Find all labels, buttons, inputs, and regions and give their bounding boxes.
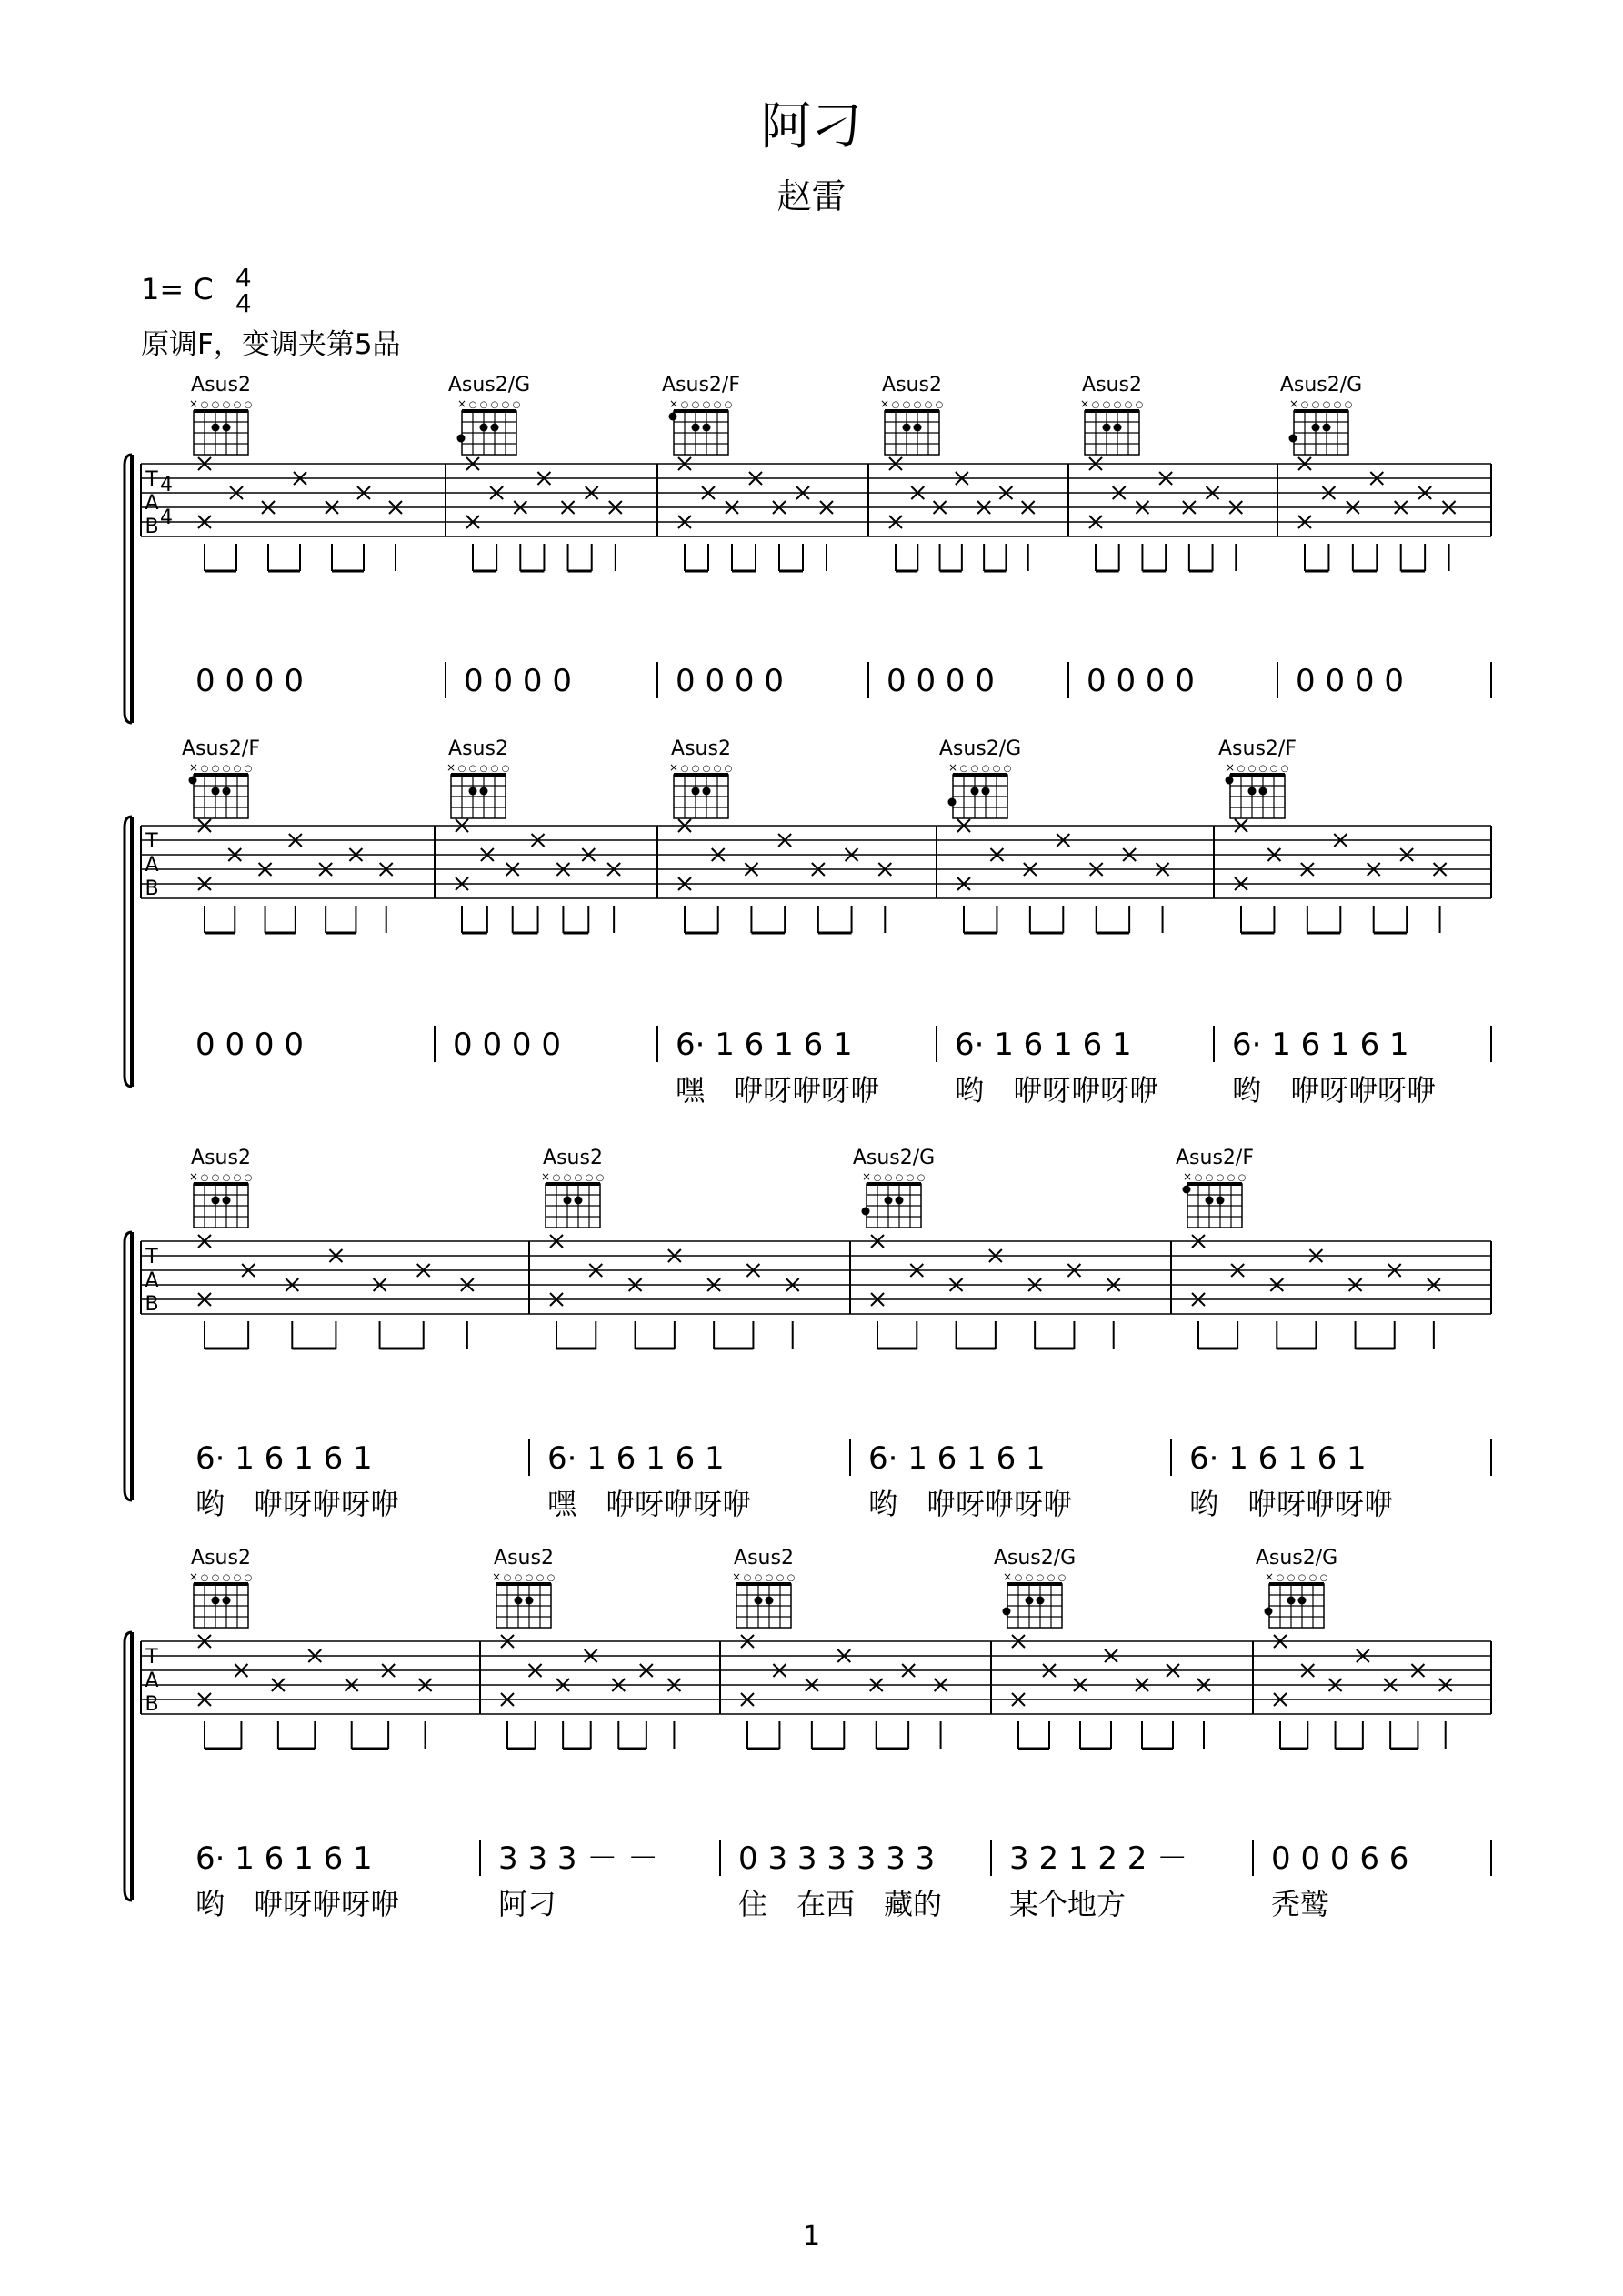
open-string-marker: ○ bbox=[1124, 400, 1133, 410]
jianpu-notation: 0 0 0 6 6 bbox=[1271, 1840, 1409, 1877]
chord-name: Asus2/G bbox=[993, 1547, 1077, 1569]
finger-dot bbox=[515, 1597, 523, 1605]
jianpu-notation: 6· 1 6 1 6 1 bbox=[195, 1440, 373, 1477]
open-string-marker: ○ bbox=[1047, 1573, 1056, 1583]
open-string-marker: ○ bbox=[1287, 1573, 1296, 1583]
finger-dot bbox=[480, 424, 488, 432]
jianpu-notation: 0 0 0 0 bbox=[676, 663, 784, 699]
muted-string-marker: × bbox=[861, 1170, 872, 1183]
open-string-marker: ○ bbox=[468, 764, 477, 774]
lyric-line: 哟 咿呀咿呀咿 bbox=[1232, 1073, 1437, 1108]
lyric-line: 住 在西 藏的 bbox=[738, 1887, 943, 1921]
chord-diagram bbox=[1256, 1547, 1337, 1628]
muted-string-marker: × bbox=[731, 1570, 742, 1583]
open-string-marker: ○ bbox=[1297, 1573, 1307, 1583]
chord-diagram bbox=[448, 374, 530, 455]
time-signature-bottom: 4 bbox=[235, 288, 252, 318]
chord-name: Asus2 bbox=[448, 737, 508, 760]
chord-diagram bbox=[1218, 737, 1297, 818]
open-string-marker: ○ bbox=[902, 400, 911, 410]
chord-diagram bbox=[880, 374, 943, 455]
page-number: 1 bbox=[802, 2221, 821, 2252]
finger-dot bbox=[575, 1197, 583, 1205]
tab-time-top: 4 bbox=[160, 474, 173, 496]
chord-name: Asus2/F bbox=[662, 374, 740, 396]
muted-string-marker: × bbox=[188, 1570, 199, 1583]
finger-dot bbox=[480, 787, 488, 796]
open-string-marker: ○ bbox=[244, 1573, 253, 1583]
tab-time-bottom: 4 bbox=[160, 506, 173, 529]
chord-diagram bbox=[994, 1547, 1076, 1628]
finger-dot bbox=[1206, 1197, 1214, 1205]
open-string-marker: ○ bbox=[546, 1573, 556, 1583]
finger-dot bbox=[971, 787, 979, 796]
chord-diagram bbox=[189, 1547, 252, 1628]
chord-diagram bbox=[1080, 374, 1143, 455]
muted-string-marker: × bbox=[668, 761, 679, 774]
open-string-marker: ○ bbox=[200, 1173, 209, 1183]
finger-dot bbox=[223, 787, 231, 796]
lyric-line: 秃鹫 bbox=[1271, 1887, 1330, 1921]
open-string-marker: ○ bbox=[479, 764, 488, 774]
finger-dot bbox=[491, 424, 499, 432]
open-string-marker: ○ bbox=[1276, 1573, 1285, 1583]
open-string-marker: ○ bbox=[724, 764, 733, 774]
jianpu-notation: 0 0 0 0 bbox=[464, 663, 572, 699]
finger-dot bbox=[223, 1597, 231, 1605]
open-string-marker: ○ bbox=[1014, 1573, 1023, 1583]
finger-dot bbox=[212, 424, 220, 432]
open-string-marker: ○ bbox=[501, 764, 510, 774]
finger-dot bbox=[469, 787, 477, 796]
open-string-marker: ○ bbox=[776, 1573, 785, 1583]
tab-clef-letter: B bbox=[145, 877, 159, 900]
finger-dot bbox=[1312, 424, 1320, 432]
tab-clef-letter: T bbox=[145, 1246, 158, 1268]
jianpu-notation: 0 0 0 0 bbox=[195, 663, 304, 699]
system-3 bbox=[125, 1147, 1491, 1521]
lyric-line: 哟 咿呀咿呀咿 bbox=[1189, 1487, 1394, 1521]
open-string-marker: ○ bbox=[244, 764, 253, 774]
open-string-marker: ○ bbox=[1237, 1173, 1247, 1183]
open-string-marker: ○ bbox=[1102, 400, 1111, 410]
open-string-marker: ○ bbox=[1025, 1573, 1034, 1583]
jianpu-notation: 6· 1 6 1 6 1 bbox=[195, 1840, 373, 1877]
chord-name: Asus2 bbox=[191, 1147, 251, 1169]
open-string-marker: ○ bbox=[596, 1173, 605, 1183]
capo-note: 原调F，变调夹第5品 bbox=[141, 328, 401, 361]
jianpu-notation: 0 3 3 3 3 3 3 bbox=[738, 1840, 936, 1877]
measure bbox=[182, 737, 435, 1063]
tab-clef-letter: B bbox=[145, 1693, 159, 1716]
chord-name: Asus2 bbox=[1082, 374, 1142, 396]
chord-diagram bbox=[492, 1547, 555, 1628]
open-string-marker: ○ bbox=[913, 400, 922, 410]
muted-string-marker: × bbox=[668, 397, 679, 410]
finger-dot bbox=[1114, 424, 1122, 432]
open-string-marker: ○ bbox=[585, 1173, 594, 1183]
open-string-marker: ○ bbox=[536, 1573, 545, 1583]
open-string-marker: ○ bbox=[552, 1173, 561, 1183]
open-string-marker: ○ bbox=[490, 400, 499, 410]
measure bbox=[732, 1547, 991, 1921]
open-string-marker: ○ bbox=[233, 400, 242, 410]
jianpu-notation: 0 0 0 0 bbox=[1087, 663, 1195, 699]
muted-string-marker: × bbox=[947, 761, 958, 774]
chord-diagram bbox=[189, 1147, 252, 1228]
lyric-line: 哟 咿呀咿呀咿 bbox=[955, 1073, 1159, 1108]
system-1 bbox=[125, 374, 1491, 723]
measure bbox=[1176, 1147, 1491, 1521]
finger-dot bbox=[755, 1597, 763, 1605]
open-string-marker: ○ bbox=[233, 764, 242, 774]
muted-string-marker: × bbox=[1182, 1170, 1193, 1183]
finger-dot bbox=[885, 1197, 893, 1205]
finger-dot bbox=[223, 424, 231, 432]
open-string-marker: ○ bbox=[468, 400, 477, 410]
open-string-marker: ○ bbox=[525, 1573, 534, 1583]
finger-dot bbox=[212, 787, 220, 796]
open-string-marker: ○ bbox=[233, 1573, 242, 1583]
bass-finger-dot bbox=[1289, 435, 1297, 443]
chord-name: Asus2/G bbox=[938, 737, 1022, 760]
open-string-marker: ○ bbox=[1344, 400, 1353, 410]
system-4 bbox=[125, 1547, 1491, 1921]
open-string-marker: ○ bbox=[457, 764, 466, 774]
open-string-marker: ○ bbox=[884, 1173, 893, 1183]
open-string-marker: ○ bbox=[691, 400, 700, 410]
tab-clef-letter: A bbox=[145, 1269, 159, 1292]
jianpu-notation: 3 3 3 － － bbox=[498, 1840, 659, 1877]
finger-dot bbox=[1103, 424, 1111, 432]
lyric-line: 阿刁 bbox=[498, 1887, 557, 1921]
finger-dot bbox=[1298, 1597, 1307, 1605]
jianpu-notation: 6· 1 6 1 6 1 bbox=[955, 1027, 1132, 1063]
measure bbox=[994, 1547, 1253, 1921]
muted-string-marker: × bbox=[446, 761, 456, 774]
open-string-marker: ○ bbox=[1280, 764, 1289, 774]
open-string-marker: ○ bbox=[1216, 1173, 1225, 1183]
open-string-marker: ○ bbox=[501, 400, 510, 410]
open-string-marker: ○ bbox=[765, 1573, 774, 1583]
open-string-marker: ○ bbox=[924, 400, 933, 410]
muted-string-marker: × bbox=[540, 1170, 551, 1183]
chord-name: Asus2 bbox=[734, 1547, 794, 1569]
chord-diagram bbox=[853, 1147, 935, 1228]
open-string-marker: ○ bbox=[222, 400, 231, 410]
chord-name: Asus2 bbox=[882, 374, 942, 396]
jianpu-notation: 3 2 1 2 2 － bbox=[1009, 1840, 1188, 1877]
open-string-marker: ○ bbox=[691, 764, 700, 774]
open-string-marker: ○ bbox=[211, 1173, 220, 1183]
open-string-marker: ○ bbox=[1036, 1573, 1045, 1583]
open-string-marker: ○ bbox=[754, 1573, 763, 1583]
finger-dot bbox=[703, 787, 711, 796]
tab-clef-letter: T bbox=[145, 468, 158, 491]
time-signature-top: 4 bbox=[235, 263, 252, 293]
finger-dot bbox=[703, 424, 711, 432]
open-string-marker: ○ bbox=[680, 764, 689, 774]
key-label: 1= C bbox=[141, 272, 214, 306]
chord-diagram bbox=[182, 737, 260, 818]
muted-string-marker: × bbox=[879, 397, 890, 410]
finger-dot bbox=[1323, 424, 1331, 432]
finger-dot bbox=[914, 424, 922, 432]
open-string-marker: ○ bbox=[1300, 400, 1309, 410]
system-2 bbox=[125, 737, 1491, 1108]
chord-diagram bbox=[1176, 1147, 1254, 1228]
chord-name: Asus2/F bbox=[1218, 737, 1297, 760]
chord-diagram bbox=[541, 1147, 604, 1228]
open-string-marker: ○ bbox=[1322, 400, 1331, 410]
jianpu-notation: 0 0 0 0 bbox=[1296, 663, 1404, 699]
jianpu-notation: 6· 1 6 1 6 1 bbox=[868, 1440, 1046, 1477]
open-string-marker: ○ bbox=[1311, 400, 1320, 410]
lyric-line: 某个地方 bbox=[1009, 1887, 1127, 1921]
measure bbox=[492, 1547, 720, 1921]
finger-dot bbox=[1287, 1597, 1296, 1605]
open-string-marker: ○ bbox=[211, 1573, 220, 1583]
open-string-marker: ○ bbox=[1333, 400, 1342, 410]
tab-clef-letter: A bbox=[145, 492, 159, 515]
open-string-marker: ○ bbox=[1113, 400, 1122, 410]
chord-name: Asus2/G bbox=[852, 1147, 936, 1169]
open-string-marker: ○ bbox=[1258, 764, 1267, 774]
open-string-marker: ○ bbox=[1237, 764, 1246, 774]
open-string-marker: ○ bbox=[200, 1573, 209, 1583]
bass-finger-dot bbox=[1003, 1608, 1011, 1616]
muted-string-marker: × bbox=[188, 397, 199, 410]
finger-dot bbox=[1217, 1197, 1225, 1205]
finger-dot bbox=[766, 1597, 774, 1605]
jianpu-notation: 6· 1 6 1 6 1 bbox=[1189, 1440, 1367, 1477]
open-string-marker: ○ bbox=[222, 764, 231, 774]
chord-name: Asus2 bbox=[191, 374, 251, 396]
finger-dot bbox=[692, 424, 700, 432]
chord-name: Asus2/F bbox=[1176, 1147, 1254, 1169]
open-string-marker: ○ bbox=[1135, 400, 1144, 410]
open-string-marker: ○ bbox=[970, 764, 979, 774]
open-string-marker: ○ bbox=[200, 764, 209, 774]
finger-dot bbox=[564, 1197, 572, 1205]
open-string-marker: ○ bbox=[935, 400, 944, 410]
open-string-marker: ○ bbox=[244, 1173, 253, 1183]
measure bbox=[1218, 737, 1491, 1108]
open-string-marker: ○ bbox=[574, 1173, 583, 1183]
finger-dot bbox=[212, 1597, 220, 1605]
tab-clef-letter: B bbox=[145, 516, 159, 538]
open-string-marker: ○ bbox=[514, 1573, 523, 1583]
lyric-line: 嘿 咿呀咿呀咿 bbox=[676, 1073, 880, 1108]
open-string-marker: ○ bbox=[479, 400, 488, 410]
open-string-marker: ○ bbox=[743, 1573, 752, 1583]
chord-name: Asus2/F bbox=[182, 737, 260, 760]
jianpu-notation: 6· 1 6 1 6 1 bbox=[1232, 1027, 1409, 1063]
chord-name: Asus2 bbox=[671, 737, 731, 760]
open-string-marker: ○ bbox=[503, 1573, 512, 1583]
jianpu-notation: 0 0 0 0 bbox=[453, 1027, 561, 1063]
tab-clef-letter: A bbox=[145, 1669, 159, 1692]
jianpu-notation: 0 0 0 0 bbox=[887, 663, 995, 699]
muted-string-marker: × bbox=[491, 1570, 502, 1583]
open-string-marker: ○ bbox=[233, 1173, 242, 1183]
open-string-marker: ○ bbox=[1269, 764, 1278, 774]
muted-string-marker: × bbox=[1079, 397, 1090, 410]
chord-name: Asus2/G bbox=[447, 374, 531, 396]
open-string-marker: ○ bbox=[959, 764, 968, 774]
open-string-marker: ○ bbox=[200, 400, 209, 410]
muted-string-marker: × bbox=[456, 397, 467, 410]
chord-diagram bbox=[446, 737, 509, 818]
muted-string-marker: × bbox=[1288, 397, 1299, 410]
chord-diagram bbox=[1280, 374, 1362, 455]
chord-name: Asus2/G bbox=[1279, 374, 1363, 396]
open-string-marker: ○ bbox=[917, 1173, 926, 1183]
tab-clef-letter: A bbox=[145, 854, 159, 877]
open-string-marker: ○ bbox=[222, 1573, 231, 1583]
open-string-marker: ○ bbox=[490, 764, 499, 774]
open-string-marker: ○ bbox=[786, 1573, 796, 1583]
chord-name: Asus2 bbox=[543, 1147, 603, 1169]
bass-finger-dot bbox=[457, 435, 466, 443]
bass-finger-dot bbox=[1265, 1608, 1273, 1616]
open-string-marker: ○ bbox=[713, 764, 722, 774]
open-string-marker: ○ bbox=[1091, 400, 1100, 410]
finger-dot bbox=[1259, 787, 1267, 796]
measure bbox=[1256, 1547, 1491, 1921]
bass-finger-dot bbox=[189, 777, 197, 785]
song-title: 阿刁 bbox=[760, 97, 863, 156]
finger-dot bbox=[1248, 787, 1257, 796]
open-string-marker: ○ bbox=[873, 1173, 882, 1183]
measure bbox=[669, 737, 937, 1108]
muted-string-marker: × bbox=[188, 761, 199, 774]
open-string-marker: ○ bbox=[244, 400, 253, 410]
open-string-marker: ○ bbox=[713, 400, 722, 410]
finger-dot bbox=[526, 1597, 534, 1605]
lyric-line: 哟 咿呀咿呀咿 bbox=[195, 1887, 400, 1921]
open-string-marker: ○ bbox=[1057, 1573, 1067, 1583]
finger-dot bbox=[903, 424, 911, 432]
finger-dot bbox=[896, 1197, 904, 1205]
bass-finger-dot bbox=[1226, 777, 1234, 785]
bass-finger-dot bbox=[948, 798, 957, 807]
bass-finger-dot bbox=[669, 413, 677, 421]
open-string-marker: ○ bbox=[891, 400, 900, 410]
lyric-line: 哟 咿呀咿呀咿 bbox=[868, 1487, 1073, 1521]
open-string-marker: ○ bbox=[211, 764, 220, 774]
open-string-marker: ○ bbox=[1003, 764, 1012, 774]
chord-name: Asus2 bbox=[494, 1547, 554, 1569]
bass-finger-dot bbox=[862, 1208, 870, 1216]
tab-clef-letter: T bbox=[145, 830, 158, 853]
open-string-marker: ○ bbox=[222, 1173, 231, 1183]
finger-dot bbox=[223, 1197, 231, 1205]
open-string-marker: ○ bbox=[1205, 1173, 1214, 1183]
tab-clef-letter: T bbox=[145, 1646, 158, 1669]
chord-diagram bbox=[669, 737, 732, 818]
open-string-marker: ○ bbox=[1308, 1573, 1317, 1583]
finger-dot bbox=[212, 1197, 220, 1205]
jianpu-notation: 0 0 0 0 bbox=[195, 1027, 304, 1063]
lyric-line: 哟 咿呀咿呀咿 bbox=[195, 1487, 400, 1521]
open-string-marker: ○ bbox=[895, 1173, 904, 1183]
chord-name: Asus2 bbox=[191, 1547, 251, 1569]
open-string-marker: ○ bbox=[992, 764, 1001, 774]
muted-string-marker: × bbox=[1225, 761, 1236, 774]
muted-string-marker: × bbox=[1002, 1570, 1013, 1583]
jianpu-notation: 6· 1 6 1 6 1 bbox=[547, 1440, 725, 1477]
measure bbox=[446, 737, 657, 1063]
open-string-marker: ○ bbox=[1247, 764, 1257, 774]
open-string-marker: ○ bbox=[702, 764, 711, 774]
chord-diagram bbox=[662, 374, 740, 455]
lyric-line: 嘿 咿呀咿呀咿 bbox=[547, 1487, 752, 1521]
chord-diagram bbox=[732, 1547, 795, 1628]
measure bbox=[189, 1547, 480, 1921]
open-string-marker: ○ bbox=[981, 764, 990, 774]
open-string-marker: ○ bbox=[512, 400, 521, 410]
open-string-marker: ○ bbox=[906, 1173, 915, 1183]
measure bbox=[939, 737, 1214, 1108]
open-string-marker: ○ bbox=[563, 1173, 572, 1183]
open-string-marker: ○ bbox=[211, 400, 220, 410]
open-string-marker: ○ bbox=[680, 400, 689, 410]
song-artist: 赵雷 bbox=[776, 176, 847, 216]
chord-name: Asus2/G bbox=[1255, 1547, 1338, 1569]
finger-dot bbox=[1037, 1597, 1045, 1605]
finger-dot bbox=[1026, 1597, 1034, 1605]
open-string-marker: ○ bbox=[1227, 1173, 1236, 1183]
tab-clef-letter: B bbox=[145, 1293, 159, 1316]
open-string-marker: ○ bbox=[1194, 1173, 1203, 1183]
open-string-marker: ○ bbox=[702, 400, 711, 410]
measure bbox=[189, 1147, 529, 1521]
jianpu-notation: 6· 1 6 1 6 1 bbox=[676, 1027, 853, 1063]
open-string-marker: ○ bbox=[724, 400, 733, 410]
measure bbox=[853, 1147, 1171, 1521]
open-string-marker: ○ bbox=[1319, 1573, 1328, 1583]
muted-string-marker: × bbox=[1264, 1570, 1275, 1583]
finger-dot bbox=[982, 787, 990, 796]
bass-finger-dot bbox=[1183, 1186, 1191, 1194]
chord-diagram bbox=[189, 374, 252, 455]
muted-string-marker: × bbox=[188, 1170, 199, 1183]
finger-dot bbox=[692, 787, 700, 796]
measure bbox=[541, 1147, 850, 1521]
chord-diagram bbox=[939, 737, 1021, 818]
